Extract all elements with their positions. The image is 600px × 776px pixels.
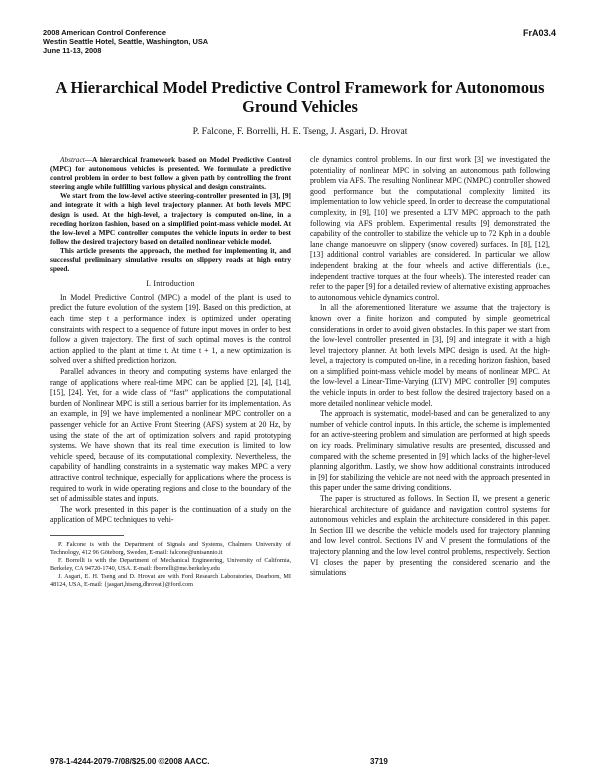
body-paragraph: The paper is structured as follows. In Section II, we present a generic hierarchical architecture of guidance and navigation control systems for autonomous vehicles and explain the architecture considered in this paper. In Section III we describe the vehicle models used for trajectory planning and low level control. Sections IV and V present the formulations of the trajectory planning and the low level control problems, respectively. Section VI closes the paper by presenting the considered scenario and the simulations (310, 494, 550, 578)
abstract-label: Abstract (60, 155, 85, 164)
abstract (50, 155, 291, 273)
abstract-dash: — (84, 155, 93, 164)
conference-info (43, 28, 208, 55)
abstract-paragraph-2: We start from the low-level active steering-controller presented in [3], [9] and integrate it with a high level trajectory planner. At both levels MPC design is used. At the high-level, a trajectory is computed on-line, in a receding horizon fashion, based on a simplified point-mass vehicle model. At the low-level a MPC controller computes the vehicle inputs in order to best follow the desired trajectory based on detailed nonlinear vehicle model. (50, 191, 291, 246)
footnote: J. Asgari, E. H. Tseng and D. Hrovat are with Ford Research Laboratories, Dearborn, MI 48124, USA, E-mail: {jasgari,htseng,dhrovat}@ford.com (50, 572, 291, 588)
abstract-paragraph-3: This article presents the approach, the method for implementing it, and successful preliminary simulative results on slippery roads at high entry speed. (50, 245, 291, 274)
footnote-rule (50, 535, 124, 536)
left-column (50, 155, 291, 589)
conference-dates: June 11-13, 2008 (43, 46, 102, 55)
abstract-paragraph-1: A hierarchical framework based on Model Predictive Control (MPC) for autonomous vehicles is presented. We formulate a predictive control problem in order to best follow a given path by controlling the front steering angle while fulfilling various physical and design constraints. (50, 155, 291, 192)
footnote: P. Falcone is with the Department of Signals and Systems, Chalmers University of Technology, 412 96 Göteborg, Sweden, E-mail: falcone@unisannio.it (50, 540, 291, 556)
right-column (310, 155, 550, 579)
body-paragraph: The approach is systematic, model-based and can be generalized to any number of vehicle control inputs. In this article, the scheme is implemented for an active-steering problem and simulation are performed at high speeds on icy roads. Preliminary simulative results are presented, discussed and compared with the scheme presented in [9] which lacks of the higher-level planning algorithm. Lastly, we show how additional constraints introduced in [9] for stabilizing the vehicle are not need with the approach presented in this paper under the same driving conditions. (310, 409, 550, 493)
conference-venue: Westin Seattle Hotel, Seattle, Washington, USA (43, 37, 209, 46)
body-paragraph: The work presented in this paper is the continuation of a study on the application of MPC techniques to vehi- (50, 504, 291, 525)
session-code: FrA03.4 (522, 28, 556, 38)
author-list: P. Falcone, F. Borrelli, H. E. Tseng, J. Asgari, D. Hrovat (192, 126, 408, 137)
conference-name: 2008 American Control Conference (43, 28, 166, 37)
body-paragraph: cle dynamics control problems. In our first work [3] we investigated the potentiality of nonlinear MPC in solving an autonomous path following problem via AFS. The resulting Nonlinear MPC (NMPC) controller showed good performance but the computational complexity limited its implementation to low vehicle speed. In order to decrease the computational complexity, in [9], [10] we presented a LTV MPC approach to the path following via AFS problem. Experimental results [9] demonstrated the capability of the controller to stabilize the vehicle up to 72 Kph in a double lane change manoeuvre on slippery (snow covered) surfaces. In [8], [12], [13] additional control variables are considered. In particular we allow independent braking at the four wheels and active differentials (i.e., independent tractive torques at the four wheels). The interested reader can refer to the paper [9] for a detailed review of alternative existing approaches to autonomous vehicle dynamics control. (310, 155, 550, 302)
body-paragraph: Parallel advances in theory and computing systems have enlarged the range of applications where real-time MPC can be applied [2], [4], [14], [15], [24]. Yet, for a wide class of “fast” applications the computational burden of Nonlinear MPC is still a serious barrier for its implementation. As an example, in [9] we have implemented a nonlinear MPC controller on a passenger vehicle for an Active Front Steering (AFS) system at 20 Hz, by using the state of the art of optimization solvers and rapid prototyping systems. We have shown that its real time execution is limited to low vehicle speed, because of its computational complexity. Nevertheless, the capability of handling constraints in a systematic way makes MPC a very attractive control technique, especially for applications where the process is required to work in wide operating regions and close to the boundary of the set of admissible states and inputs. (50, 366, 291, 504)
page-number: 3719 (370, 757, 388, 766)
section-heading-introduction: I. Introduction (146, 279, 195, 289)
footnotes (50, 541, 291, 589)
isbn-line: 978-1-4244-2079-7/08/$25.00 ©2008 AACC. (50, 757, 210, 766)
paper-title: A Hierarchical Model Predictive Control Framework for Autonomous Ground Vehicles (55, 78, 545, 116)
body-paragraph: In all the aforementioned literature we assume that the trajectory is known over a finite horizon and computed by simple geometrical considerations in order to avoid given obstacles. In this paper we start from the low-level controller presented in [3], [9] and integrate it with a high level trajectory planner. At both levels MPC design is used. At the high-level, a trajectory is computed on-line, in a receding horizon fashion, based on a simplified point-mass vehicle model by means of nonlinear MPC. At the low-level a Linear-Time-Varying (LTV) MPC controller [9] computes the vehicle inputs in order to best follow the desired trajectory based on a more detailed nonlinear vehicle model. (310, 303, 550, 408)
footnote: F. Borrelli is with the Department of Mechanical Engineering, University of California, Berkeley, CA 94720-1740, USA. E-mail: fborrelli@me.berkeley.edu (50, 556, 291, 572)
body-paragraph: In Model Predictive Control (MPC) a model of the plant is used to predict the future evolution of the system [19]. Based on this prediction, at each time step t a performance index is optimized under operating constraints with respect to a sequence of future input moves in order to best follow a given trajectory. The first of such optimal moves is the control action applied to the plant at time t. At time t + 1, a new optimization is solved over a shifted prediction horizon. (50, 292, 291, 366)
